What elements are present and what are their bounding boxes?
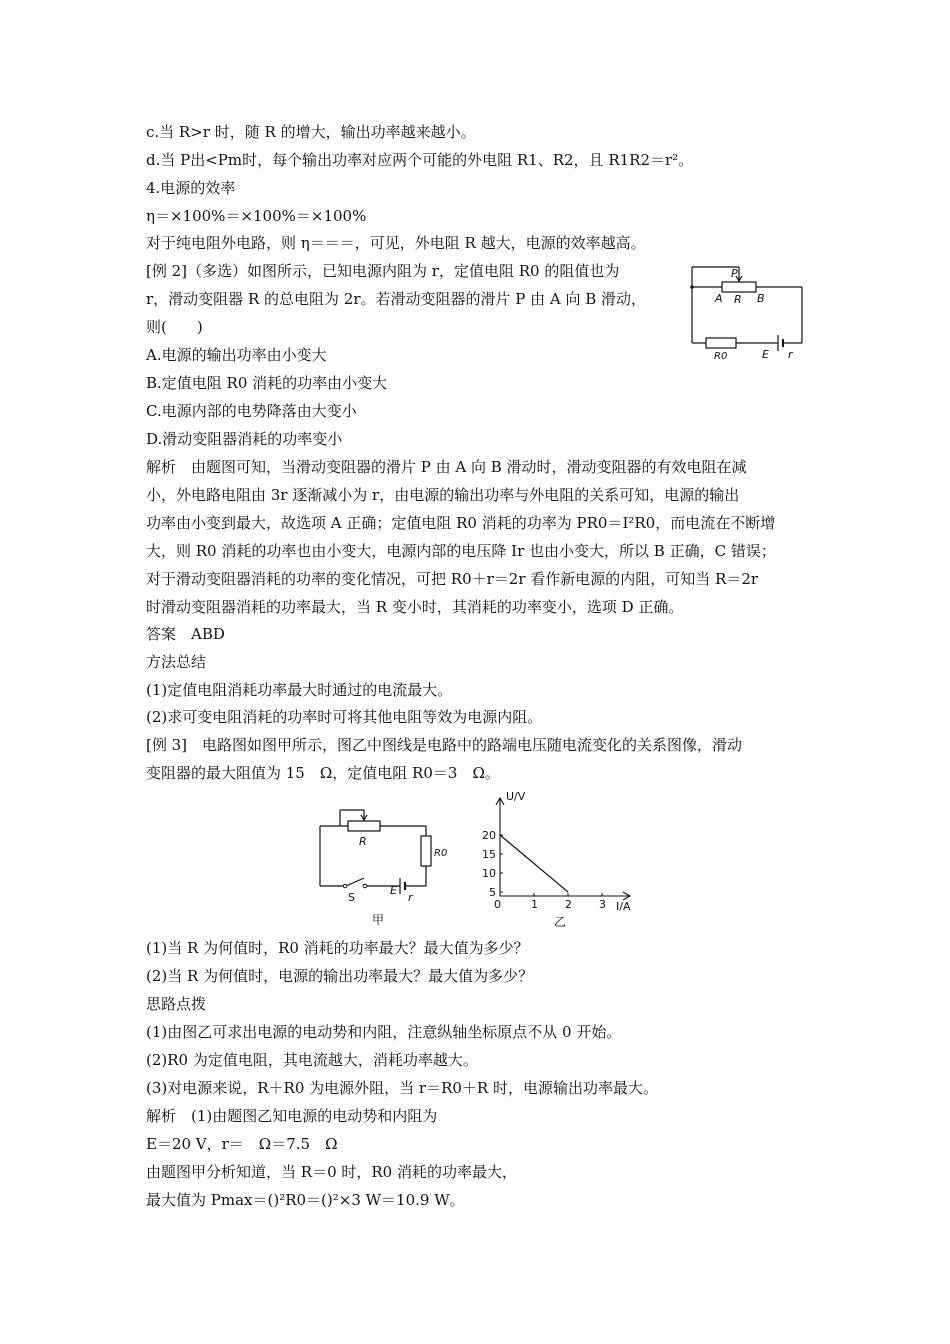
fixed-resistor <box>706 338 736 348</box>
analysis-line: 解析 由题图可知，当滑动变阻器的滑片 P 由 A 向 B 滑动时，滑动变阻器的有效电阻在减 <box>146 458 747 476</box>
solution-line: E＝20 V，r＝ Ω＝7.5 Ω <box>146 1135 338 1153</box>
option-b: B.定值电阻 R0 消耗的功率由小变大 <box>146 374 388 392</box>
hint-line: (3)对电源来说，R＋R0 为电源外阻，当 r＝R0＋R 时，电源输出功率最大。 <box>146 1079 658 1097</box>
example-2-line: 则( ) <box>146 318 203 336</box>
rheostat <box>348 821 380 831</box>
ui-line <box>500 835 568 892</box>
option-a: A.电源的输出功率由小变大 <box>146 346 327 364</box>
label-r0: R0 <box>714 351 728 362</box>
solution-line: 最大值为 Pmax＝()²R0＝()²×3 W＝10.9 W。 <box>146 1191 465 1209</box>
analysis-line: 小，外电路电阻由 3r 逐渐减小为 r，由电源的输出功率与外电阻的关系可知，电源的输出 <box>146 486 740 504</box>
x-tick-label: 2 <box>565 898 572 911</box>
label-e: E <box>762 348 769 361</box>
text-line: d.当 P出<Pm时，每个输出功率对应两个可能的外电阻 R1、R2，且 R1R2＝r²。 <box>146 151 694 169</box>
analysis-line: 大，则 R0 消耗的功率也由小变大，电源内部的电压降 Ir 也由小变大，所以 B 正确，C 错误； <box>146 542 776 560</box>
example-2-line: r，滑动变阻器 R 的总电阻为 2r。若滑动变阻器的滑片 P 由 A 向 B 滑动， <box>146 290 647 308</box>
label-a: A <box>715 292 723 305</box>
switch-contact <box>343 884 347 888</box>
example-3-line: [例 3] 电路图如图甲所示，图乙中图线是电路中的路端电压随电流变化的关系图像，滑动 <box>146 736 743 754</box>
section-heading: 方法总结 <box>146 653 207 671</box>
solution-line: 由题图甲分析知道，当 R＝0 时，R0 消耗的功率最大， <box>146 1163 517 1181</box>
x-tick-label: 0 <box>494 898 501 911</box>
section-heading: 4.电源的效率 <box>146 179 236 197</box>
analysis-line: 对于滑动变阻器消耗的功率的变化情况，可把 R0＋r＝2r 看作新电源的内阻，可知当 R＝2r <box>146 570 759 588</box>
hint-line: (2)R0 为定值电阻，其电流越大，消耗功率越大。 <box>146 1051 478 1069</box>
label-e: E <box>390 884 397 897</box>
hint-line: (1)由图乙可求出电源的电动势和内阻，注意纵轴坐标原点不从 0 开始。 <box>146 1023 622 1041</box>
label-s: S <box>348 891 355 904</box>
label-r: R <box>359 835 367 848</box>
analysis-line: 功率由小变到最大，故选项 A 正确；定值电阻 R0 消耗的功率为 PR0＝I²R0，而电流在不断增 <box>146 514 776 532</box>
y-tick-label: 10 <box>482 867 496 880</box>
text-line: 对于纯电阻外电路，则 η＝＝＝，可见，外电阻 R 越大，电源的效率越高。 <box>146 234 646 252</box>
rheostat <box>722 282 756 292</box>
formula-line: η＝×100%＝×100%＝×100% <box>146 207 367 225</box>
text-line: (2)求可变电阻消耗的功率时可将其他电阻等效为电源内阻。 <box>146 708 543 726</box>
label-r0: R0 <box>434 848 448 859</box>
circuit-diagram-jia <box>310 800 460 930</box>
option-d: D.滑动变阻器消耗的功率变小 <box>146 430 343 448</box>
x-tick-label: 3 <box>599 898 606 911</box>
example-2-line: [例 2]（多选）如图所示，已知电源内阻为 r，定值电阻 R0 的阻值也为 <box>146 262 620 280</box>
x-tick-label: 1 <box>531 898 538 911</box>
question-2: (2)当 R 为何值时，电源的输出功率最大？最大值为多少？ <box>146 967 534 985</box>
circuit-diagram-example2 <box>684 258 814 362</box>
example-3-line: 变阻器的最大阻值为 15 Ω，定值电阻 R0＝3 Ω。 <box>146 764 500 782</box>
y-axis-label: U/V <box>506 790 526 803</box>
label-r-internal: r <box>788 348 793 361</box>
x-axis-label: I/A <box>616 900 631 913</box>
y-tick-label: 15 <box>482 848 496 861</box>
option-c: C.电源内部的电势降落由大变小 <box>146 402 357 420</box>
label-p: P <box>731 267 738 280</box>
figure-caption: 甲 <box>372 913 385 927</box>
question-1: (1)当 R 为何值时，R0 消耗的功率最大？最大值为多少？ <box>146 939 529 957</box>
solution-line: 解析 (1)由题图乙知电源的电动势和内阻为 <box>146 1107 438 1125</box>
text-line: c.当 R>r 时，随 R 的增大，输出功率越来越小。 <box>146 123 476 141</box>
analysis-line: 时滑动变阻器消耗的功率最大，当 R 变小时，其消耗的功率变小，选项 D 正确。 <box>146 598 684 616</box>
label-r: R <box>734 293 742 306</box>
ui-graph-yi <box>476 786 648 934</box>
figure-caption: 乙 <box>554 915 567 929</box>
switch-blade <box>346 878 364 886</box>
y-tick-label: 20 <box>482 829 496 842</box>
fixed-resistor <box>421 836 431 866</box>
y-tick-label: 5 <box>489 886 496 899</box>
label-b: B <box>757 292 765 305</box>
switch-contact <box>363 884 367 888</box>
label-r-internal: r <box>408 891 413 904</box>
text-line: (1)定值电阻消耗功率最大时通过的电流最大。 <box>146 681 453 699</box>
junction-dot <box>690 285 694 289</box>
section-heading: 思路点拨 <box>146 995 207 1013</box>
answer-line: 答案 ABD <box>146 625 225 643</box>
